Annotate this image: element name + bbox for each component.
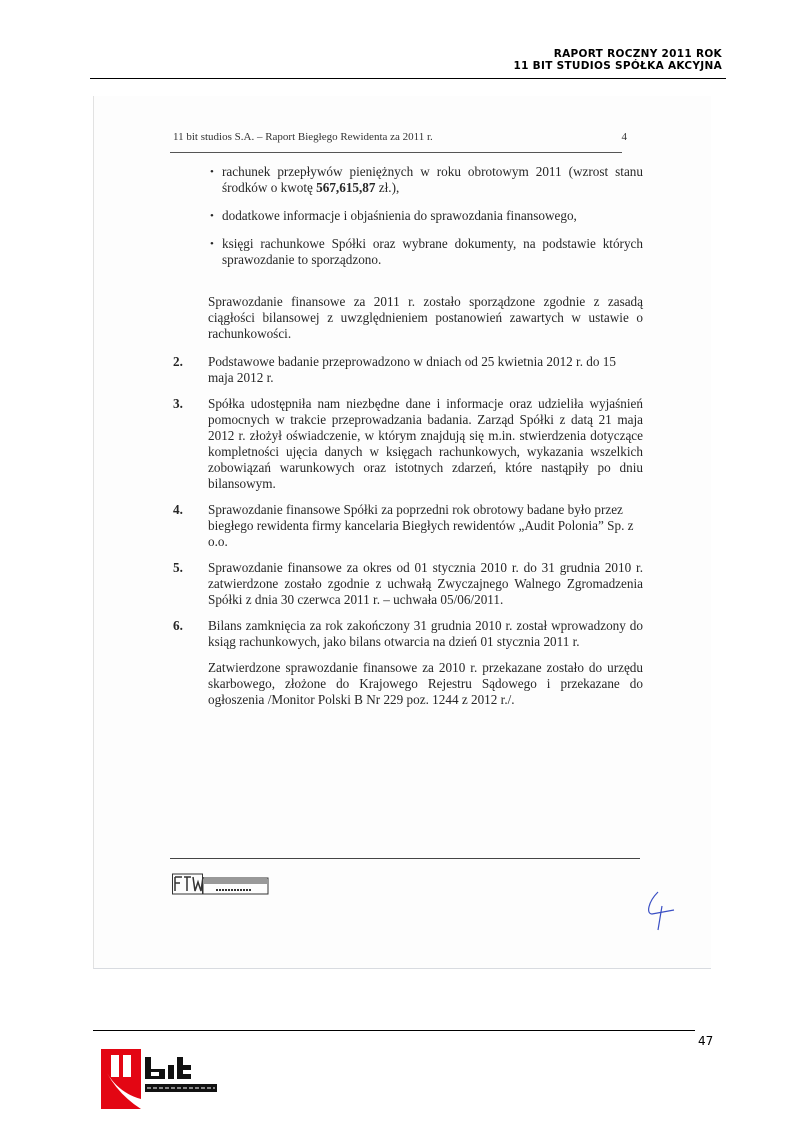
- page-number: 47: [698, 1034, 714, 1048]
- bullet-text: dodatkowe informacje i objaśnienia do sprawozdania finansowego,: [222, 208, 577, 223]
- intro-paragraph: Sprawozdanie finansowe za 2011 r. zostało sporządzone zgodnie z zasadą ciągłości bilansowej z uwzględnieniem postanowień zawartych w ustawie o rachunkowości.: [208, 294, 643, 341]
- header-line-1: RAPORT ROCZNY 2011 ROK: [553, 48, 722, 60]
- numbered-item: [173, 354, 643, 386]
- bullet-item: [222, 164, 643, 196]
- 11bit-studios-logo: [101, 1047, 219, 1111]
- numbered-item: [173, 502, 643, 550]
- item-text: Sprawozdanie finansowe Spółki za poprzedni rok obrotowy badane było przez biegłego rewidenta firmy kancelaria Biegłych rewidentów „Audit Polonia” Sp. z o.o.: [208, 502, 634, 549]
- ftw-audit-logo: [172, 872, 269, 896]
- item-number: 2.: [173, 354, 183, 369]
- numbered-item: [173, 396, 643, 492]
- scan-header-divider: [170, 152, 622, 153]
- bullet-item: [222, 208, 643, 224]
- item-text: Sprawozdanie finansowe za okres od 01 stycznia 2010 r. do 31 grudnia 2010 r. zatwierdzone zostało zgodnie z uchwałą Zwyczajnego Walnego Zgromadzenia Spółki z dnia 30 czerwca 2011 r. – uchwała 05/06/2011.: [208, 560, 643, 607]
- bullet-text: księgi rachunkowe Spółki oraz wybrane dokumenty, na podstawie których sprawozdanie to sporządzono.: [222, 236, 643, 267]
- scan-header-title: 11 bit studios S.A. – Raport Biegłego Rewidenta za 2011 r.: [173, 131, 433, 143]
- scan-body: [173, 164, 643, 708]
- header-line-2: 11 BIT STUDIOS SPÓŁKA AKCYJNA: [513, 60, 722, 72]
- bullet-text: zł.),: [375, 180, 400, 195]
- closing-paragraph: Zatwierdzone sprawozdanie finansowe za 2010 r. przekazane zostało do urzędu skarbowego, złożone do Krajowego Rejestru Sądowego i przekazane do ogłoszenia /Monitor Polski B Nr 229 poz. 1244 z 2012 r./.: [208, 660, 643, 707]
- numbered-item: [173, 618, 643, 650]
- bullet-text: rachunek przepływów pieniężnych w roku obrotowym 2011 (wzrost stanu środków o kwotę: [222, 164, 643, 195]
- item-text: Spółka udostępniła nam niezbędne dane i informacje oraz udzieliła wyjaśnień pomocnych w trakcie przeprowadzania badania. Zarząd Spółki z datą 21 maja 2012 r. złożył oświadczenie, w którym znajdują się m.in. stwierdzenia dotyczące kompletności ujęcia danych w księgach rachunkowych, wykazania wszelkich zobowiązań warunkowych oraz istotnych zdarzeń, które nastąpiły po dniu bilansowym.: [208, 396, 643, 491]
- item-number: 4.: [173, 502, 183, 517]
- amount: 567,615,87: [316, 180, 376, 195]
- header-divider: [90, 78, 726, 79]
- numbered-item: [173, 560, 643, 608]
- item-number: 5.: [173, 560, 183, 575]
- item-number: 6.: [173, 618, 183, 633]
- item-number: 3.: [173, 396, 183, 411]
- bullet-item: [222, 236, 643, 268]
- signature-initial: [640, 888, 688, 932]
- page-footer-divider: [93, 1030, 695, 1031]
- item-text: Podstawowe badanie przeprowadzono w dniach od 25 kwietnia 2012 r. do 15 maja 2012 r.: [208, 354, 616, 385]
- item-text: Bilans zamknięcia za rok zakończony 31 grudnia 2010 r. został wprowadzony do ksiąg rachunkowych, jako bilans otwarcia na dzień 01 stycznia 2011 r.: [208, 618, 643, 649]
- page-header: [514, 48, 722, 72]
- scan-header: [173, 130, 627, 144]
- scan-footer-divider: [170, 858, 640, 859]
- scan-page-number: 4: [621, 131, 627, 143]
